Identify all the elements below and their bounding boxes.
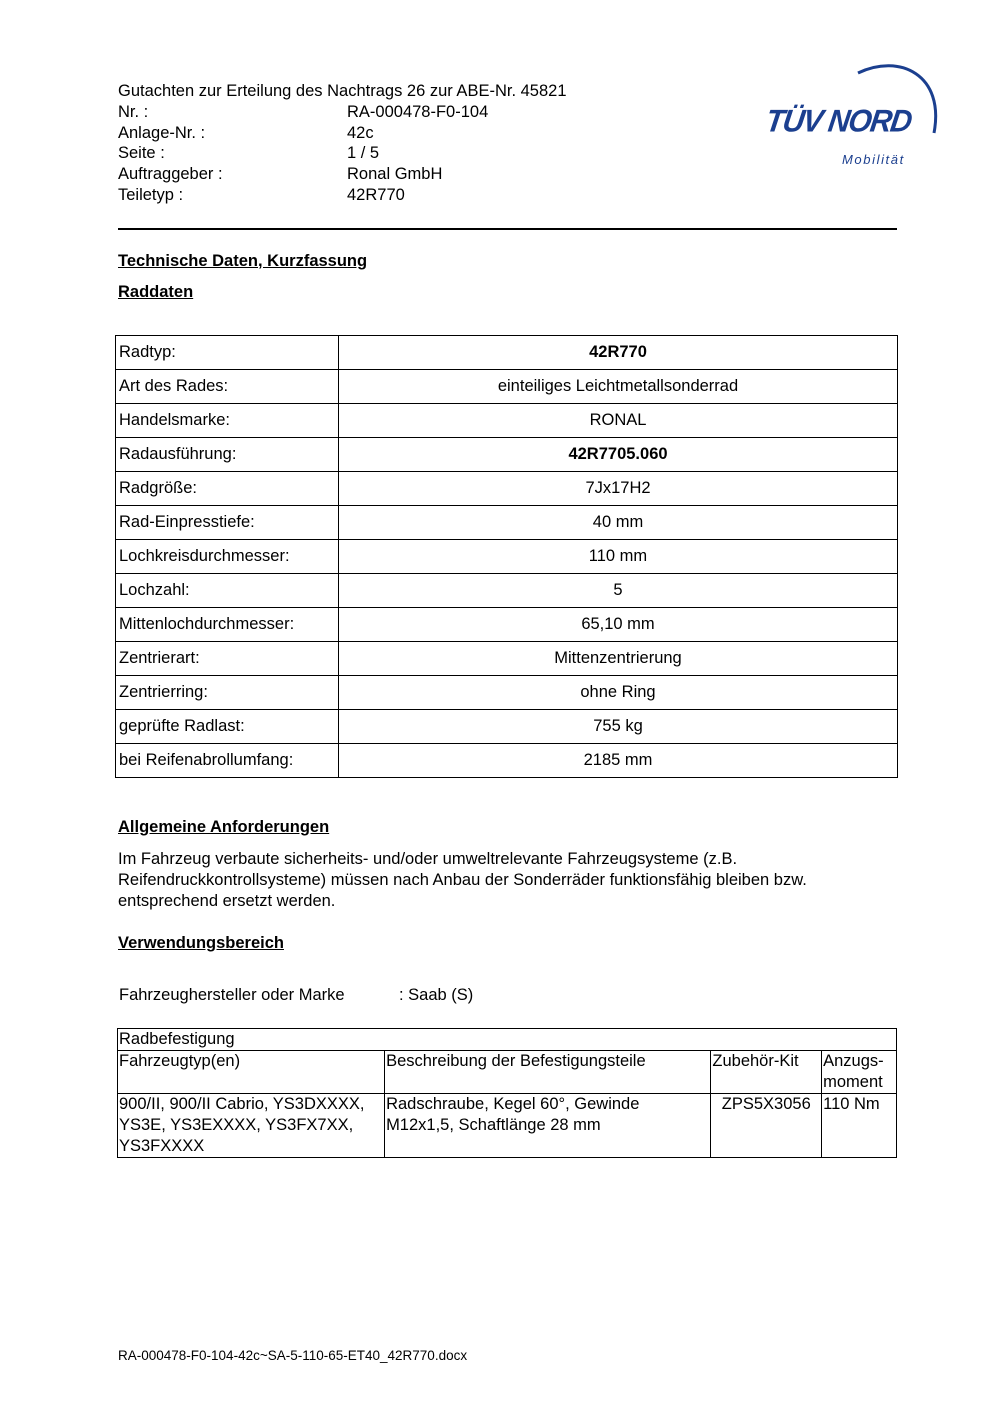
header-row bbox=[118, 143, 678, 164]
table-label: Handelsmarke: bbox=[116, 404, 339, 438]
table-row bbox=[116, 370, 898, 404]
header-label: Seite : bbox=[118, 144, 165, 163]
table-label: geprüfte Radlast: bbox=[116, 710, 339, 744]
table-header-row bbox=[118, 1051, 897, 1094]
header-value: 42c bbox=[347, 123, 374, 142]
section-heading-usage: Verwendungsbereich bbox=[118, 934, 284, 952]
table-row bbox=[116, 438, 898, 472]
table-label: Zentrierring: bbox=[116, 676, 339, 710]
fastener-description-cell: Radschraube, Kegel 60°, Gewinde M12x1,5, Schaftlänge 28 mm bbox=[385, 1094, 711, 1158]
table-value: 110 mm bbox=[339, 540, 898, 574]
table-value: 65,10 mm bbox=[339, 608, 898, 642]
maker-label: Fahrzeughersteller oder Marke bbox=[119, 986, 345, 1004]
column-header: Fahrzeugtyp(en) bbox=[118, 1051, 385, 1094]
table-row bbox=[116, 574, 898, 608]
header-row bbox=[118, 164, 678, 185]
logo-subtitle: Mobilität bbox=[842, 152, 905, 167]
accessory-kit-cell: ZPS5X3056 bbox=[711, 1094, 822, 1158]
document-footer: RA-000478-F0-104-42c~SA-5-110-65-ET40_42R770.docx bbox=[118, 1348, 468, 1363]
table-row bbox=[116, 676, 898, 710]
header-label: Nr. : bbox=[118, 102, 149, 121]
table-label: Zentrierart: bbox=[116, 642, 339, 676]
table-value: 42R770 bbox=[339, 336, 898, 370]
document-header bbox=[118, 81, 678, 206]
table-label: Rad-Einpresstiefe: bbox=[116, 506, 339, 540]
table-value: ohne Ring bbox=[339, 676, 898, 710]
header-divider bbox=[118, 228, 897, 230]
logo-brand: TÜV NORD bbox=[763, 104, 914, 139]
wheel-data-table bbox=[115, 335, 898, 778]
table-label: Lochzahl: bbox=[116, 574, 339, 608]
table-label: Radgröße: bbox=[116, 472, 339, 506]
table-row bbox=[116, 506, 898, 540]
column-header: Anzugs-moment bbox=[822, 1051, 897, 1094]
table-value: Mittenzentrierung bbox=[339, 642, 898, 676]
maker-value: : Saab (S) bbox=[399, 986, 474, 1004]
table-row bbox=[116, 642, 898, 676]
table-label: Art des Rades: bbox=[116, 370, 339, 404]
table-value: einteiliges Leichtmetallsonderrad bbox=[339, 370, 898, 404]
table-value: 42R7705.060 bbox=[339, 438, 898, 472]
table-label: Mittenlochdurchmesser: bbox=[116, 608, 339, 642]
section-heading-requirements: Allgemeine Anforderungen bbox=[118, 818, 330, 836]
table-label: Lochkreisdurchmesser: bbox=[116, 540, 339, 574]
tuv-nord-logo bbox=[760, 55, 945, 175]
section-heading-technical: Technische Daten, Kurzfassung bbox=[118, 252, 368, 270]
header-row bbox=[118, 102, 678, 123]
table-row bbox=[116, 608, 898, 642]
table-value: 40 mm bbox=[339, 506, 898, 540]
table-row bbox=[116, 472, 898, 506]
header-value: RA-000478-F0-104 bbox=[347, 102, 489, 121]
table-value: 755 kg bbox=[339, 710, 898, 744]
header-row bbox=[118, 185, 678, 206]
table-row bbox=[116, 540, 898, 574]
table-row bbox=[116, 744, 898, 778]
torque-cell: 110 Nm bbox=[822, 1094, 897, 1158]
table-value: 7Jx17H2 bbox=[339, 472, 898, 506]
mounting-caption: Radbefestigung bbox=[118, 1029, 897, 1051]
table-row bbox=[118, 1029, 897, 1051]
header-value: 1 / 5 bbox=[347, 144, 380, 163]
table-label: Radtyp: bbox=[116, 336, 339, 370]
report-title: Gutachten zur Erteilung des Nachtrags 26 zur ABE-Nr. 45821 bbox=[118, 82, 567, 100]
section-heading-wheel-data: Raddaten bbox=[118, 283, 194, 301]
table-row bbox=[116, 710, 898, 744]
header-label: Teiletyp : bbox=[118, 185, 184, 204]
column-header: Zubehör-Kit bbox=[711, 1051, 822, 1094]
requirements-paragraph: Im Fahrzeug verbaute sicherheits- und/oder umweltrelevante Fahrzeugsysteme (z.B. Reifendruckkontrollsysteme) müssen nach Anbau der Sonderräder funktionsfähig bleiben bzw. entsprechend ersetzt werden. bbox=[118, 850, 807, 910]
header-label: Anlage-Nr. : bbox=[118, 123, 206, 142]
header-row bbox=[118, 123, 678, 144]
header-value: Ronal GmbH bbox=[347, 165, 443, 184]
table-row bbox=[116, 404, 898, 438]
table-value: 2185 mm bbox=[339, 744, 898, 778]
header-value: 42R770 bbox=[347, 185, 405, 204]
table-row bbox=[118, 1094, 897, 1158]
table-value: 5 bbox=[339, 574, 898, 608]
vehicle-types-cell: 900/II, 900/II Cabrio, YS3DXXXX, YS3E, YS3EXXXX, YS3FX7XX, YS3FXXXX bbox=[118, 1094, 385, 1158]
vehicle-maker-line bbox=[119, 986, 473, 1005]
mounting-table bbox=[117, 1028, 897, 1158]
header-label: Auftraggeber : bbox=[118, 165, 223, 184]
table-row bbox=[116, 336, 898, 370]
table-label: Radausführung: bbox=[116, 438, 339, 472]
table-value: RONAL bbox=[339, 404, 898, 438]
table-label: bei Reifenabrollumfang: bbox=[116, 744, 339, 778]
column-header: Beschreibung der Befestigungsteile bbox=[385, 1051, 711, 1094]
